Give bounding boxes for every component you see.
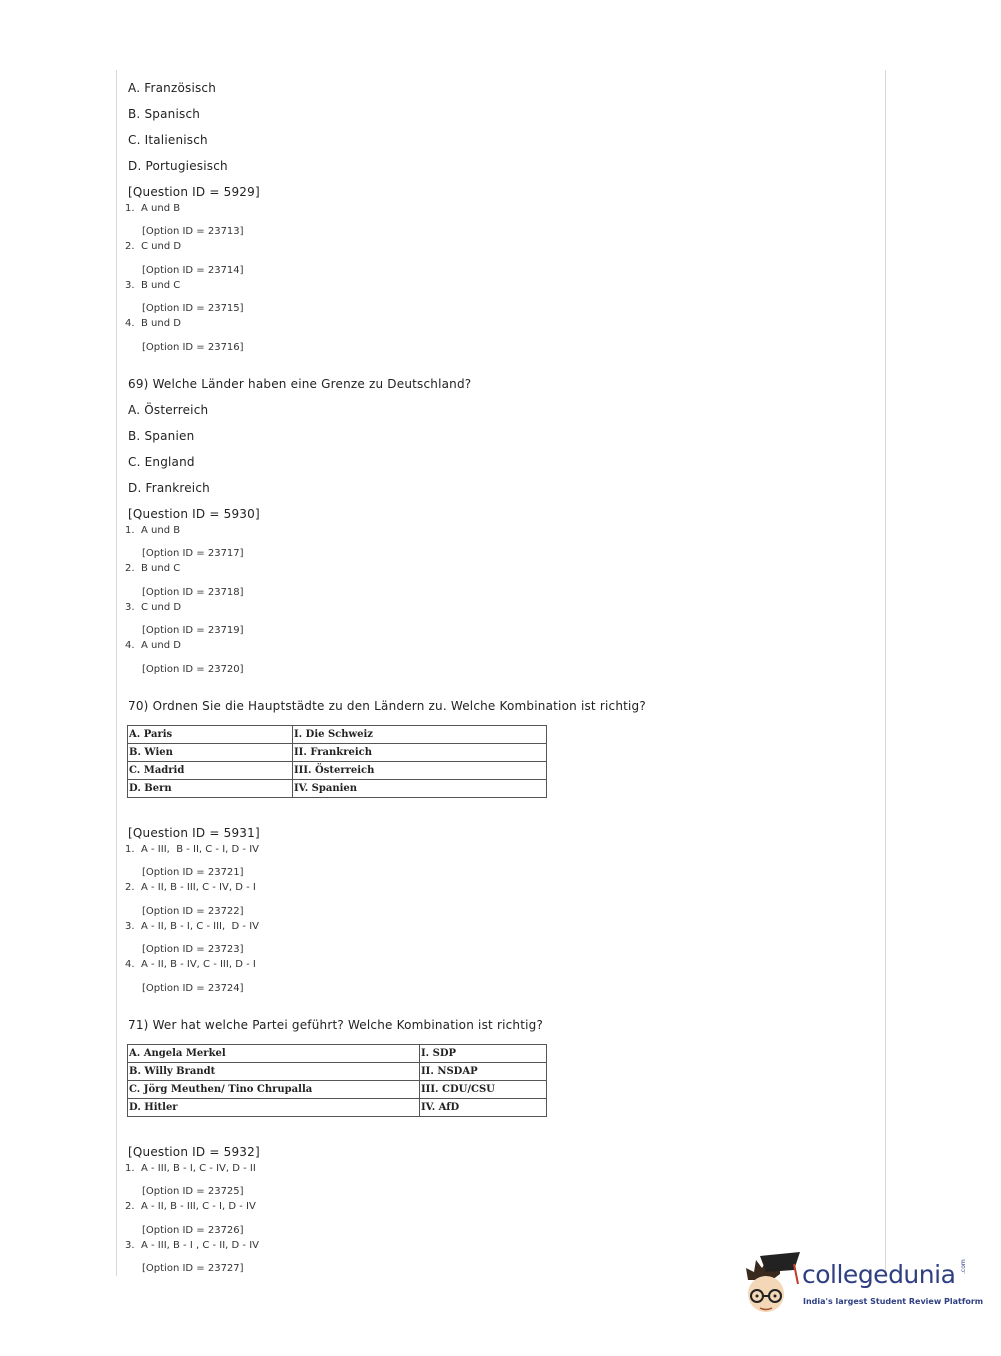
option-text: A - II, B - III, C - I, D - IV	[141, 1201, 256, 1212]
statement-b: B. Spanien	[128, 429, 195, 443]
table-cell: III. Österreich	[293, 762, 547, 780]
table-row	[128, 744, 547, 762]
table-cell: A. Angela Merkel	[128, 1045, 420, 1063]
statement-d: D. Portugiesisch	[128, 159, 228, 173]
table-row	[128, 762, 547, 780]
option-id: [Option ID = 23723]	[142, 944, 244, 955]
table-cell: IV. Spanien	[293, 780, 547, 798]
option-number: 3.	[125, 1240, 135, 1251]
question-title: 70) Ordnen Sie die Hauptstädte zu den Ländern zu. Welche Kombination ist richtig?	[128, 699, 646, 713]
matching-table	[127, 1044, 547, 1117]
option-id: [Option ID = 23713]	[142, 226, 244, 237]
collegedunia-logo[interactable]	[742, 1250, 984, 1320]
table-row	[128, 1063, 547, 1081]
option-id: [Option ID = 23720]	[142, 664, 244, 675]
option-text: B und C	[141, 563, 181, 574]
table-cell: B. Wien	[128, 744, 293, 762]
option-id: [Option ID = 23722]	[142, 906, 244, 917]
option-text: B und C	[141, 280, 181, 291]
table-row	[128, 1099, 547, 1117]
option-text: A und B	[141, 203, 181, 214]
option-text: A und D	[141, 640, 181, 651]
logo-wordmark: collegedunia	[802, 1260, 956, 1289]
table-cell: I. SDP	[420, 1045, 547, 1063]
option-number: 4.	[125, 640, 135, 651]
option-number: 2.	[125, 563, 135, 574]
mascot-graduate-icon	[742, 1250, 802, 1320]
option-id: [Option ID = 23721]	[142, 867, 244, 878]
option-number: 1.	[125, 525, 135, 536]
option-text: A - III, B - I, C - IV, D - II	[141, 1163, 256, 1174]
logo-dotcom: .com	[960, 1259, 967, 1274]
option-text: A - II, B - III, C - IV, D - I	[141, 882, 256, 893]
option-number: 1.	[125, 1163, 135, 1174]
table-cell: D. Bern	[128, 780, 293, 798]
option-text: C und D	[141, 241, 182, 252]
option-text: A - II, B - IV, C - III, D - I	[141, 959, 256, 970]
option-number: 2.	[125, 1201, 135, 1212]
option-text: A - III, B - I , C - II, D - IV	[141, 1240, 259, 1251]
option-text: B und D	[141, 318, 181, 329]
option-id: [Option ID = 23716]	[142, 342, 244, 353]
table-row	[128, 1081, 547, 1099]
table-cell: D. Hitler	[128, 1099, 420, 1117]
option-number: 3.	[125, 602, 135, 613]
question-title: 71) Wer hat welche Partei geführt? Welche Kombination ist richtig?	[128, 1018, 544, 1032]
table-row	[128, 1045, 547, 1063]
option-number: 1.	[125, 844, 135, 855]
statement-c: C. England	[128, 455, 195, 469]
matching-table	[127, 725, 547, 798]
table-cell: II. Frankreich	[293, 744, 547, 762]
table-row	[128, 780, 547, 798]
option-id: [Option ID = 23714]	[142, 265, 244, 276]
option-text: A - III, B - II, C - I, D - IV	[141, 844, 259, 855]
table-cell: A. Paris	[128, 726, 293, 744]
question-id: [Question ID = 5931]	[128, 826, 260, 840]
question-title: 69) Welche Länder haben eine Grenze zu Deutschland?	[128, 377, 472, 391]
option-number: 2.	[125, 241, 135, 252]
option-id: [Option ID = 23718]	[142, 587, 244, 598]
table-cell: III. CDU/CSU	[420, 1081, 547, 1099]
option-id: [Option ID = 23727]	[142, 1263, 244, 1274]
table-cell: I. Die Schweiz	[293, 726, 547, 744]
option-id: [Option ID = 23717]	[142, 548, 244, 559]
logo-tagline: India's largest Student Review Platform	[803, 1297, 984, 1306]
statement-d: D. Frankreich	[128, 481, 210, 495]
option-number: 1.	[125, 203, 135, 214]
table-cell: IV. AfD	[420, 1099, 547, 1117]
table-cell: II. NSDAP	[420, 1063, 547, 1081]
option-id: [Option ID = 23715]	[142, 303, 244, 314]
option-text: A und B	[141, 525, 181, 536]
statement-c: C. Italienisch	[128, 133, 208, 147]
statement-b: B. Spanisch	[128, 107, 201, 121]
question-id: [Question ID = 5932]	[128, 1145, 260, 1159]
statement-a: A. Österreich	[128, 403, 209, 417]
option-number: 3.	[125, 280, 135, 291]
statement-a: A. Französisch	[128, 81, 217, 95]
option-id: [Option ID = 23719]	[142, 625, 244, 636]
option-id: [Option ID = 23725]	[142, 1186, 244, 1197]
table-cell: C. Jörg Meuthen/ Tino Chrupalla	[128, 1081, 420, 1099]
table-cell: B. Willy Brandt	[128, 1063, 420, 1081]
question-id: [Question ID = 5929]	[128, 185, 260, 199]
question-id: [Question ID = 5930]	[128, 507, 260, 521]
option-number: 2.	[125, 882, 135, 893]
option-number: 3.	[125, 921, 135, 932]
table-cell: C. Madrid	[128, 762, 293, 780]
table-row	[128, 726, 547, 744]
option-text: A - II, B - I, C - III, D - IV	[141, 921, 259, 932]
option-id: [Option ID = 23726]	[142, 1225, 244, 1236]
option-id: [Option ID = 23724]	[142, 983, 244, 994]
option-text: C und D	[141, 602, 182, 613]
option-number: 4.	[125, 959, 135, 970]
option-number: 4.	[125, 318, 135, 329]
